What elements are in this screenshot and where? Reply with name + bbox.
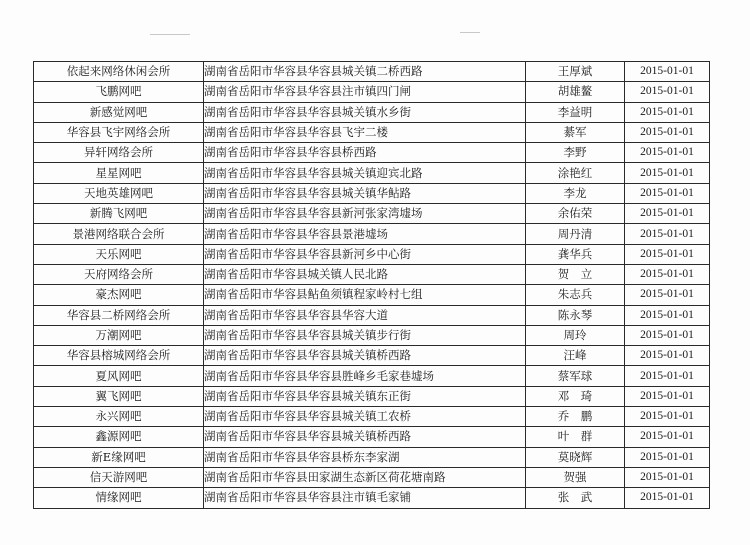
table-row [34,366,710,386]
cafe-name-cell: 翼飞网吧 [34,386,204,406]
cafe-name-cell: 新感觉网吧 [34,102,204,122]
scan-artifact-line [150,34,190,35]
table-row [34,467,710,487]
date-cell: 2015-01-01 [625,346,710,366]
table-row [34,224,710,244]
table-row [34,122,710,142]
cafe-name-cell: 华容县榕城网络会所 [34,346,204,366]
cafe-name-cell: 新E缘网吧 [34,447,204,467]
owner-cell: 莫晓辉 [526,447,625,467]
owner-cell: 李龙 [526,183,625,203]
owner-cell: 李野 [526,143,625,163]
address-cell: 湖南省岳阳市华容县华容县飞宇二楼 [204,122,526,142]
cafe-name-cell: 豪杰网吧 [34,285,204,305]
date-cell: 2015-01-01 [625,467,710,487]
date-cell: 2015-01-01 [625,163,710,183]
owner-cell: 胡雄鳌 [526,82,625,102]
table-row [34,305,710,325]
date-cell: 2015-01-01 [625,285,710,305]
owner-cell: 周丹清 [526,224,625,244]
address-cell: 湖南省岳阳市华容县华容县城关镇桥西路 [204,346,526,366]
address-cell: 湖南省岳阳市华容县华容县桥东李家湖 [204,447,526,467]
table-row [34,407,710,427]
owner-cell: 涂艳红 [526,163,625,183]
date-cell: 2015-01-01 [625,204,710,224]
table-row [34,163,710,183]
owner-cell: 周玲 [526,325,625,345]
owner-cell: 张 武 [526,488,625,508]
date-cell: 2015-01-01 [625,264,710,284]
address-cell: 湖南省岳阳市华容县华容县城关镇华鲇路 [204,183,526,203]
table-row [34,488,710,508]
cafe-name-cell: 新腾飞网吧 [34,204,204,224]
table-row [34,204,710,224]
cafe-name-cell: 夏风网吧 [34,366,204,386]
date-cell: 2015-01-01 [625,366,710,386]
address-cell: 湖南省岳阳市华容县华容县景港墟场 [204,224,526,244]
table-row [34,102,710,122]
date-cell: 2015-01-01 [625,102,710,122]
address-cell: 湖南省岳阳市华容县华容县华容大道 [204,305,526,325]
date-cell: 2015-01-01 [625,224,710,244]
date-cell: 2015-01-01 [625,62,710,82]
cafe-name-cell: 依起来网络休闲会所 [34,62,204,82]
cafe-name-cell: 异轩网络会所 [34,143,204,163]
scan-artifact-line [460,32,480,33]
address-cell: 湖南省岳阳市华容县华容县城关镇东正街 [204,386,526,406]
cafe-name-cell: 飞鹏网吧 [34,82,204,102]
cafe-name-cell: 华容县二桥网络会所 [34,305,204,325]
address-cell: 湖南省岳阳市华容县华容县注市镇四门闸 [204,82,526,102]
cafe-name-cell: 情缘网吧 [34,488,204,508]
table-row [34,264,710,284]
date-cell: 2015-01-01 [625,82,710,102]
table-row [34,285,710,305]
owner-cell: 朱志兵 [526,285,625,305]
date-cell: 2015-01-01 [625,447,710,467]
owner-cell: 乔 鹏 [526,407,625,427]
table-row [34,82,710,102]
registry-table-body [34,62,710,509]
address-cell: 湖南省岳阳市华容县华容县城关镇工农桥 [204,407,526,427]
owner-cell: 綦军 [526,122,625,142]
date-cell: 2015-01-01 [625,407,710,427]
internet-cafe-registry-table [33,61,710,509]
owner-cell: 汪峰 [526,346,625,366]
owner-cell: 王厚斌 [526,62,625,82]
table-row [34,244,710,264]
address-cell: 湖南省岳阳市华容县田家湖生态新区荷花塘南路 [204,467,526,487]
owner-cell: 龚华兵 [526,244,625,264]
owner-cell: 陈永琴 [526,305,625,325]
address-cell: 湖南省岳阳市华容县华容县胜峰乡毛家巷墟场 [204,366,526,386]
table-row [34,183,710,203]
table-row [34,386,710,406]
cafe-name-cell: 天府网络会所 [34,264,204,284]
date-cell: 2015-01-01 [625,386,710,406]
address-cell: 湖南省岳阳市华容县城关镇人民北路 [204,264,526,284]
cafe-name-cell: 景港网络联合会所 [34,224,204,244]
table-row [34,447,710,467]
cafe-name-cell: 永兴网吧 [34,407,204,427]
date-cell: 2015-01-01 [625,488,710,508]
date-cell: 2015-01-01 [625,427,710,447]
cafe-name-cell: 信天游网吧 [34,467,204,487]
table-row [34,62,710,82]
owner-cell: 蔡军球 [526,366,625,386]
owner-cell: 叶 群 [526,427,625,447]
address-cell: 湖南省岳阳市华容县华容县注市镇毛家铺 [204,488,526,508]
address-cell: 湖南省岳阳市华容县华容县新河张家湾墟场 [204,204,526,224]
cafe-name-cell: 星星网吧 [34,163,204,183]
date-cell: 2015-01-01 [625,325,710,345]
address-cell: 湖南省岳阳市华容县华容县城关镇桥西路 [204,427,526,447]
table-row [34,346,710,366]
date-cell: 2015-01-01 [625,122,710,142]
table-row [34,427,710,447]
address-cell: 湖南省岳阳市华容县鲇鱼须镇程家岭村七组 [204,285,526,305]
cafe-name-cell: 华容县飞宇网络会所 [34,122,204,142]
address-cell: 湖南省岳阳市华容县华容县城关镇水乡街 [204,102,526,122]
address-cell: 湖南省岳阳市华容县华容县城关镇步行街 [204,325,526,345]
owner-cell: 贺强 [526,467,625,487]
owner-cell: 贺 立 [526,264,625,284]
cafe-name-cell: 天地英雄网吧 [34,183,204,203]
address-cell: 湖南省岳阳市华容县华容县城关镇迎宾北路 [204,163,526,183]
owner-cell: 邓 琦 [526,386,625,406]
address-cell: 湖南省岳阳市华容县华容县桥西路 [204,143,526,163]
date-cell: 2015-01-01 [625,305,710,325]
owner-cell: 余佑荣 [526,204,625,224]
table-row [34,143,710,163]
address-cell: 湖南省岳阳市华容县华容县新河乡中心街 [204,244,526,264]
date-cell: 2015-01-01 [625,183,710,203]
date-cell: 2015-01-01 [625,143,710,163]
cafe-name-cell: 天乐网吧 [34,244,204,264]
owner-cell: 李益明 [526,102,625,122]
address-cell: 湖南省岳阳市华容县华容县城关镇二桥西路 [204,62,526,82]
table-row [34,325,710,345]
cafe-name-cell: 万潮网吧 [34,325,204,345]
date-cell: 2015-01-01 [625,244,710,264]
cafe-name-cell: 鑫源网吧 [34,427,204,447]
